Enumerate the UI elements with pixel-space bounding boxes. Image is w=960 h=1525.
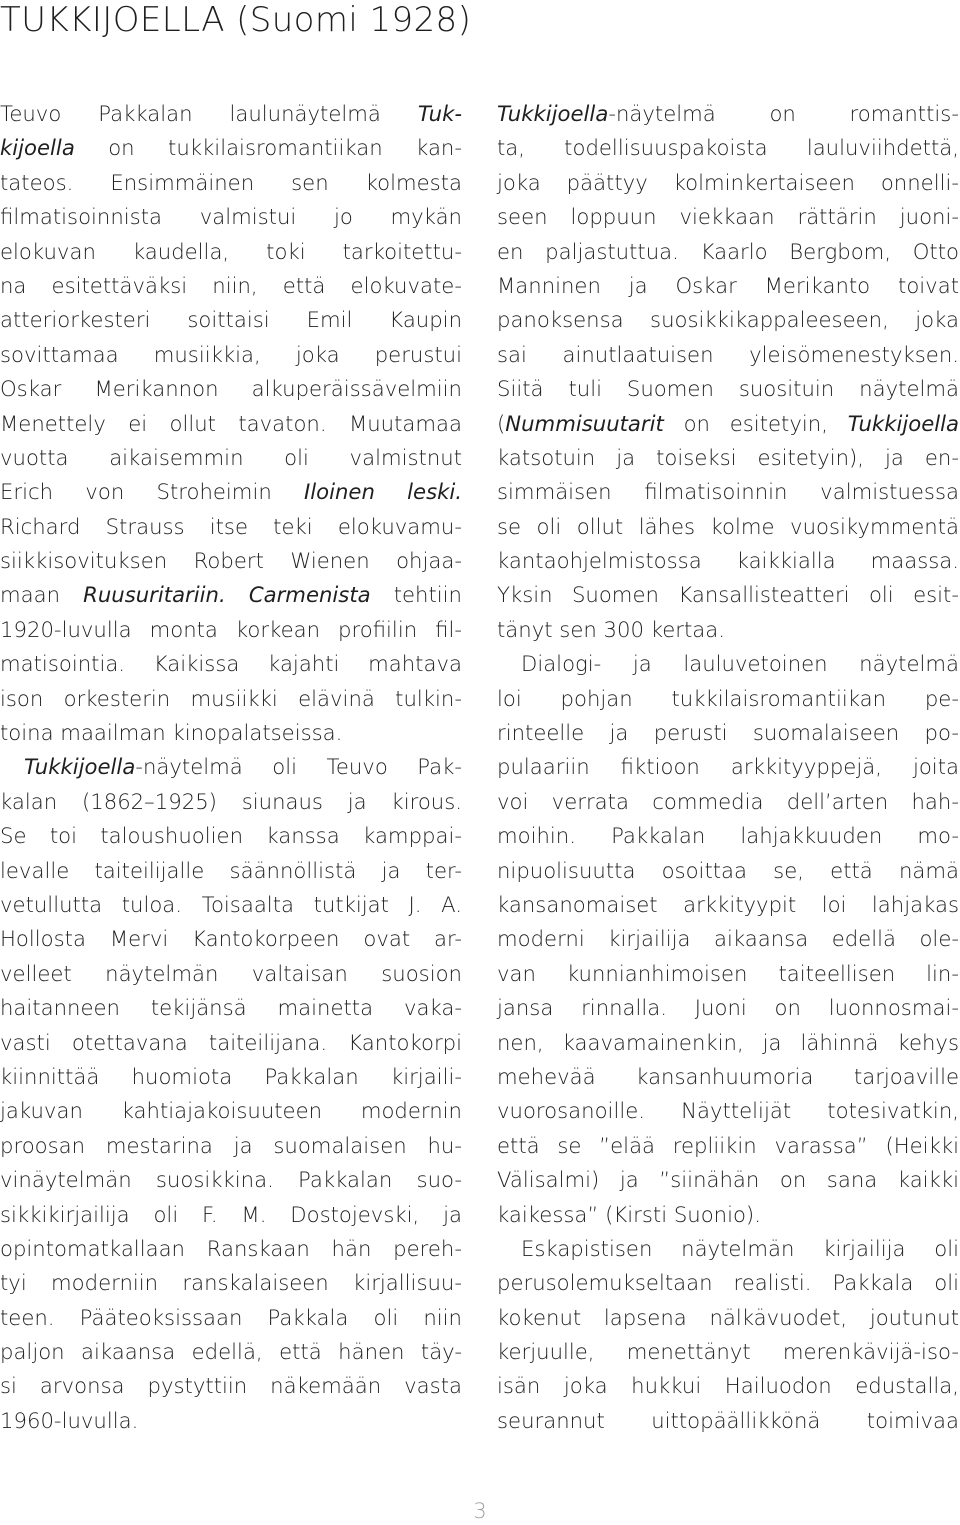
text-line: [0, 819, 462, 853]
text-span: moderni kirjailija aikaansa edellä ole-: [497, 926, 959, 952]
text-line: [0, 957, 462, 991]
text-span: voi verrata commedia dell’arten hah-: [497, 788, 959, 814]
text-span: vinäytelmän suosikkina. Pakkalan suo-: [0, 1167, 462, 1193]
text-line: [0, 1301, 462, 1335]
text-span: kerjuulle, menettänyt merenkävijä-iso-: [497, 1339, 959, 1365]
text-line: [0, 407, 462, 441]
text-span: tänyt sen 300 kertaa.: [497, 616, 725, 642]
text-span: 1960-luvulla.: [0, 1407, 139, 1433]
text-span: elokuvan kaudella, toki tarkoitettu-: [0, 238, 462, 264]
text-line: [497, 750, 959, 784]
text-line: [0, 1369, 462, 1403]
text-line: [497, 1129, 959, 1163]
text-span: paljon aikaansa edellä, että hänen täy-: [0, 1339, 462, 1365]
text-line: [497, 372, 959, 406]
text-span: moihin. Pakkalan lahjakkuuden mo-: [497, 823, 959, 849]
text-span: perusolemukseltaan realisti. Pakkala oli: [497, 1270, 959, 1296]
text-line: [497, 957, 959, 991]
text-line: [497, 166, 959, 200]
italic-text: Ruusuritariin.: [83, 582, 226, 608]
text-line: [497, 475, 959, 509]
text-line: [497, 1301, 959, 1335]
text-span: Erich von Stroheimin: [0, 479, 305, 505]
text-span: proosan mestarina ja suomalaisen hu-: [0, 1132, 462, 1158]
italic-text: Iloinen leski.: [304, 479, 462, 505]
text-span: ison orkesterin musiikki elävinä tulkin-: [0, 685, 462, 711]
text-span: en paljastuttua. Kaarlo Bergbom, Otto: [497, 238, 959, 264]
text-span: sai ainutlaatuisen yleisömenestyksen.: [497, 341, 959, 367]
text-span: Menettely ei ollut tavaton. Muutamaa: [0, 410, 462, 436]
text-span: velleet näytelmän valtaisan suosion: [0, 960, 462, 986]
text-line: [497, 269, 959, 303]
text-line: [497, 647, 959, 681]
text-line: [497, 338, 959, 372]
text-line: [497, 1266, 959, 1300]
text-line: [497, 200, 959, 234]
text-span: että se ”elää repliikin varassa” (Heikki: [497, 1132, 959, 1158]
text-line: [497, 1198, 959, 1232]
text-span: opintomatkallaan Ranskaan hän pereh-: [0, 1235, 462, 1261]
text-span: haitanneen tekijänsä mainetta vaka-: [0, 995, 462, 1021]
text-span: Manninen ja Oskar Merikanto toivat: [497, 272, 959, 298]
text-span: Se toi taloushuolien kanssa kamppai-: [0, 823, 462, 849]
text-line: [0, 1094, 462, 1128]
text-line: [0, 97, 462, 131]
text-span: jansa rinnalla. Juoni on luonnosmai-: [497, 995, 959, 1021]
text-span: vuotta aikaisemmin oli valmistnut: [0, 444, 462, 470]
text-line: [497, 1232, 959, 1266]
text-line: [497, 785, 959, 819]
text-span: -näytelmä oli Teuvo Pak-: [135, 754, 462, 780]
text-line: [497, 888, 959, 922]
right-column: [497, 97, 959, 1438]
text-line: [0, 235, 462, 269]
text-span: teen. Pääteoksissaan Pakkala oli niin: [0, 1304, 462, 1330]
text-span: kokenut lapsena nälkävuodet, joutunut: [497, 1304, 959, 1330]
text-line: [0, 200, 462, 234]
text-span: Dialogi- ja lauluvetoinen näytelmä: [521, 651, 959, 677]
text-line: [0, 338, 462, 372]
text-span: van kunnianhimoisen taiteellisen lin-: [497, 960, 959, 986]
text-span: joka päättyy kolminkertaiseen onnelli-: [497, 169, 959, 195]
text-line: [497, 131, 959, 165]
text-line: [497, 1163, 959, 1197]
text-span: -näytelmä on romanttis-: [608, 101, 959, 126]
text-line: [497, 716, 959, 750]
text-line: [0, 131, 462, 165]
text-line: [497, 235, 959, 269]
italic-text: kijoella: [0, 135, 75, 161]
text-span: 1920-luvulla monta korkean profiilin fil-: [0, 616, 462, 642]
text-span: mehevää kansanhuumoria tarjoaville: [497, 1063, 959, 1089]
text-span: ta, todellisuuspakoista lauluviihdettä,: [497, 135, 959, 161]
text-span: kantaohjelmistossa kaikkialla maassa.: [497, 548, 959, 574]
text-span: maan: [0, 582, 84, 608]
text-span: Teuvo Pakkalan laulunäytelmä: [0, 101, 418, 126]
text-line: [497, 303, 959, 337]
text-line: [0, 785, 462, 819]
text-line: [497, 854, 959, 888]
italic-text: Tuk-: [417, 101, 462, 126]
text-line: [0, 991, 462, 1025]
text-span: nen, kaavamainenkin, ja lähinnä kehys: [497, 1029, 959, 1055]
text-span: Oskar Merikannon alkuperäissävelmiin: [0, 376, 462, 402]
text-line: [497, 991, 959, 1025]
text-line: [497, 819, 959, 853]
italic-text: Tukkijoella: [847, 410, 959, 436]
text-line: [0, 682, 462, 716]
text-span: panoksensa suosikkikappaleeseen, joka: [497, 307, 959, 333]
text-line: [497, 922, 959, 956]
text-span: jakuvan kahtiajakoisuuteen modernin: [0, 1098, 462, 1124]
text-line: [0, 510, 462, 544]
text-span: atteriorkesteri soittaisi Emil Kaupin: [0, 307, 462, 333]
text-line: [0, 1060, 462, 1094]
text-span: kalan (1862–1925) siunaus ja kirous.: [0, 788, 462, 814]
text-span: filmatisoinnista valmistui jo mykän: [0, 204, 462, 230]
italic-text: Tukkijoella: [24, 754, 136, 780]
italic-text: Tukkijoella: [497, 101, 609, 126]
text-span: vetullutta tuloa. Toisaalta tutkijat J. A.: [0, 891, 462, 917]
text-line: [0, 1198, 462, 1232]
text-span: [226, 582, 249, 607]
text-line: [497, 1026, 959, 1060]
text-line: [497, 1094, 959, 1128]
text-span: simmäisen filmatisoinnin valmistuessa: [497, 479, 959, 505]
text-span: nipuolisuutta osoittaa se, että nämä: [497, 857, 959, 883]
text-span: on esitetyin,: [663, 410, 848, 436]
text-line: [0, 854, 462, 888]
text-line: [497, 613, 959, 647]
text-line: [0, 888, 462, 922]
text-line: [0, 269, 462, 303]
text-line: [0, 922, 462, 956]
text-line: [0, 1404, 462, 1438]
text-span: levalle taiteilijalle säännöllistä ja ter-: [0, 857, 462, 883]
text-span: katsotuin ja toiseksi esitetyin), ja en-: [497, 444, 959, 470]
text-span: on tukkilaisromantiikan kan-: [74, 135, 462, 161]
text-span: siikkisovituksen Robert Wienen ohjaa-: [0, 548, 462, 574]
text-span: Välisalmi) ja ”siinähän on sana kaikki: [497, 1167, 959, 1193]
text-line: [0, 1335, 462, 1369]
text-line: [0, 716, 462, 750]
text-span: Siitä tuli Suomen suosituin näytelmä: [497, 376, 959, 402]
text-span: vasti otettavana taiteilijana. Kantokorpi: [0, 1029, 462, 1055]
text-line: [497, 1369, 959, 1403]
text-line: [0, 647, 462, 681]
text-span: Hollosta Mervi Kantokorpeen ovat ar-: [0, 926, 462, 952]
text-line: [0, 1232, 462, 1266]
text-line: [0, 1026, 462, 1060]
text-line: [0, 544, 462, 578]
text-line: [0, 750, 462, 784]
text-line: [497, 544, 959, 578]
text-line: [0, 1163, 462, 1197]
text-span: isän joka hukkui Hailuodon edustalla,: [497, 1373, 959, 1399]
text-span: Yksin Suomen Kansallisteatteri oli esit-: [497, 582, 959, 608]
text-line: [0, 372, 462, 406]
text-span: rinteelle ja perusti suomalaiseen po-: [497, 720, 959, 746]
text-span: na esitettäväksi niin, että elokuvate-: [0, 272, 462, 298]
text-line: [0, 303, 462, 337]
text-line: [497, 1060, 959, 1094]
text-span: se oli ollut lähes kolme vuosikymmentä: [497, 513, 959, 539]
text-span: Richard Strauss itse teki elokuvamu-: [0, 513, 462, 539]
text-span: (: [497, 410, 506, 436]
text-line: [497, 578, 959, 612]
text-span: kiinnittää huomiota Pakkalan kirjaili-: [0, 1063, 462, 1089]
text-span: tyi moderniin ranskalaiseen kirjallisuu-: [0, 1270, 462, 1296]
text-line: [497, 97, 959, 131]
text-line: [497, 441, 959, 475]
text-span: seurannut uittopäällikkönä toimivaa: [497, 1407, 959, 1433]
text-line: [497, 1335, 959, 1369]
italic-text: Carmenista: [248, 582, 371, 608]
text-line: [497, 1404, 959, 1438]
text-span: tehtiin: [370, 582, 462, 608]
text-span: sikkikirjailija oli F. M. Dostojevski, ja: [0, 1201, 462, 1227]
text-line: [497, 407, 959, 441]
text-span: kaikessa” (Kirsti Suonio).: [497, 1201, 761, 1227]
text-span: sovittamaa musiikkia, joka perustui: [0, 341, 462, 367]
text-line: [0, 1129, 462, 1163]
text-span: loi pohjan tukkilaisromantiikan pe-: [497, 685, 959, 711]
page-title: TUKKIJOELLA (Suomi 1928): [0, 0, 472, 40]
text-span: seen loppuun viekkaan rättärin juoni-: [497, 204, 959, 230]
text-line: [0, 578, 462, 612]
text-span: kansanomaiset arkkityypit loi lahjakas: [497, 891, 959, 917]
text-line: [0, 166, 462, 200]
text-line: [0, 475, 462, 509]
italic-text: Nummisuutarit: [505, 410, 664, 436]
text-span: tateos. Ensimmäinen sen kolmesta: [0, 169, 462, 195]
page-number: 3: [473, 1499, 487, 1523]
text-line: [0, 613, 462, 647]
text-span: pulaariin fiktioon arkkityyppejä, joita: [497, 754, 959, 780]
text-line: [497, 510, 959, 544]
text-span: toina maailman kinopalatseissa.: [0, 720, 343, 746]
text-line: [497, 682, 959, 716]
text-line: [0, 441, 462, 475]
text-span: vuorosanoille. Näyttelijät totesivatkin,: [497, 1098, 959, 1124]
left-column: [0, 97, 462, 1438]
text-span: matisointia. Kaikissa kajahti mahtava: [0, 651, 462, 677]
text-span: si arvonsa pystyttiin näkemään vasta: [0, 1373, 462, 1399]
text-span: Eskapistisen näytelmän kirjailija oli: [521, 1235, 959, 1261]
text-line: [0, 1266, 462, 1300]
